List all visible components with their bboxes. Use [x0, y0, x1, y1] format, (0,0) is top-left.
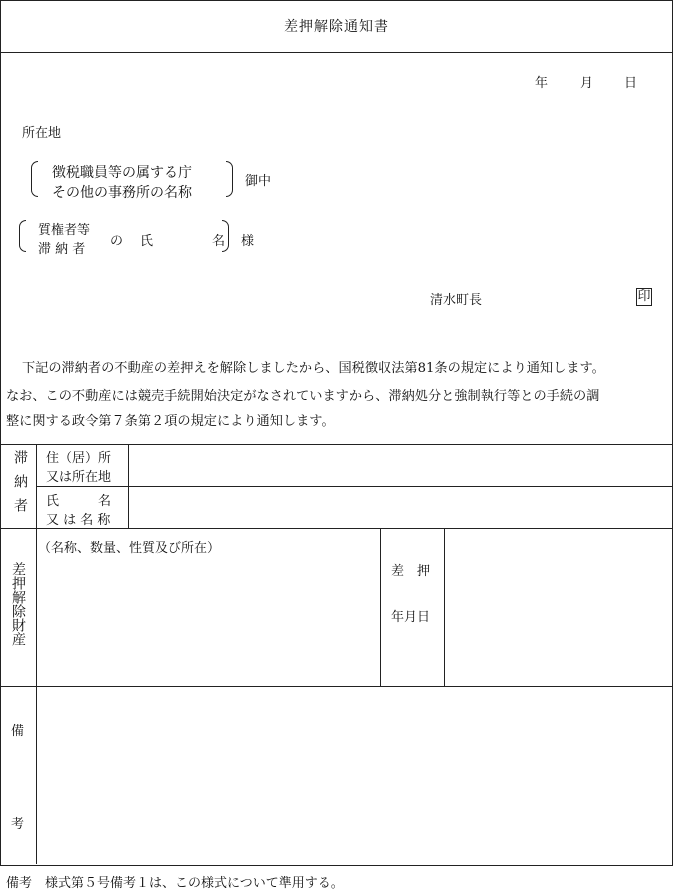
- seal-stamp: 印: [637, 289, 651, 304]
- seizure-date-field[interactable]: [448, 532, 667, 682]
- debtor-section-rule: [0, 528, 673, 529]
- office-line-1: 徴税職員等の属する庁: [52, 165, 192, 181]
- date-year: 年: [535, 76, 549, 91]
- remarks-field[interactable]: [40, 690, 667, 860]
- name-row-label-1: 氏 名: [46, 494, 112, 509]
- table-top-rule: [0, 444, 673, 445]
- remarks-label-top: 備: [11, 724, 25, 739]
- debtor-name-field[interactable]: [132, 490, 667, 524]
- address-row-rule: [36, 486, 673, 487]
- date-day: 日: [624, 76, 638, 91]
- date-month: 月: [580, 76, 594, 91]
- office-line-2: その他の事務所の名称: [52, 185, 192, 201]
- seizure-date-label-2: 年月日: [391, 610, 431, 625]
- body-line-2: なお、この不動産には競売手続開始決定がなされていますから、滞納処分と強制執行等との手続の調: [6, 389, 600, 404]
- address-label: 所在地: [22, 126, 62, 141]
- property-label: 差押解除財産: [10, 562, 26, 646]
- recipient-honorific: 様: [241, 234, 255, 249]
- seizure-date-label-1: 差 押: [391, 564, 431, 579]
- seizure-column-rule-right: [444, 528, 445, 686]
- recipient-mei: 名: [212, 234, 226, 249]
- seizure-column-rule-left: [380, 528, 381, 686]
- remarks-label-bottom: 考: [11, 817, 25, 832]
- recipient-bracket-left: [19, 220, 26, 252]
- issuer-name: 清水町長: [430, 293, 483, 308]
- address-row-label-1: 住（居）所: [46, 451, 112, 466]
- property-note: （名称、数量、性質及び所在）: [38, 541, 221, 556]
- recipient-no: の: [110, 234, 124, 249]
- body-line-1: 下記の滞納者の不動産の差押えを解除しましたから、国税徴収法第81条の規定により通知します。: [22, 361, 605, 376]
- body-line-3: 整に関する政令第７条第２項の規定により通知します。: [6, 414, 335, 429]
- label-column-rule: [36, 444, 37, 864]
- property-section-rule: [0, 686, 673, 687]
- recipient-line-1: 質権者等: [38, 223, 91, 238]
- title-divider: [0, 52, 673, 53]
- address-row-label-2: 又は所在地: [46, 470, 112, 485]
- office-bracket-right: [226, 161, 233, 197]
- office-bracket-left: [31, 161, 38, 197]
- property-description-field[interactable]: [40, 556, 374, 682]
- document-title: 差押解除通知書: [284, 19, 389, 35]
- recipient-bracket-right: [222, 220, 229, 252]
- office-honorific: 御中: [245, 174, 272, 189]
- recipient-shi: 氏: [140, 234, 154, 249]
- debtor-subcolumn-rule: [128, 444, 129, 528]
- debtor-address-field[interactable]: [132, 448, 667, 482]
- footnote: 備考 様式第５号備考１は、この様式について準用する。: [6, 876, 344, 891]
- debtor-label: 滞納者: [12, 450, 28, 522]
- name-row-label-2: 又 は 名 称: [46, 513, 111, 528]
- recipient-line-2: 滞 納 者: [38, 242, 86, 257]
